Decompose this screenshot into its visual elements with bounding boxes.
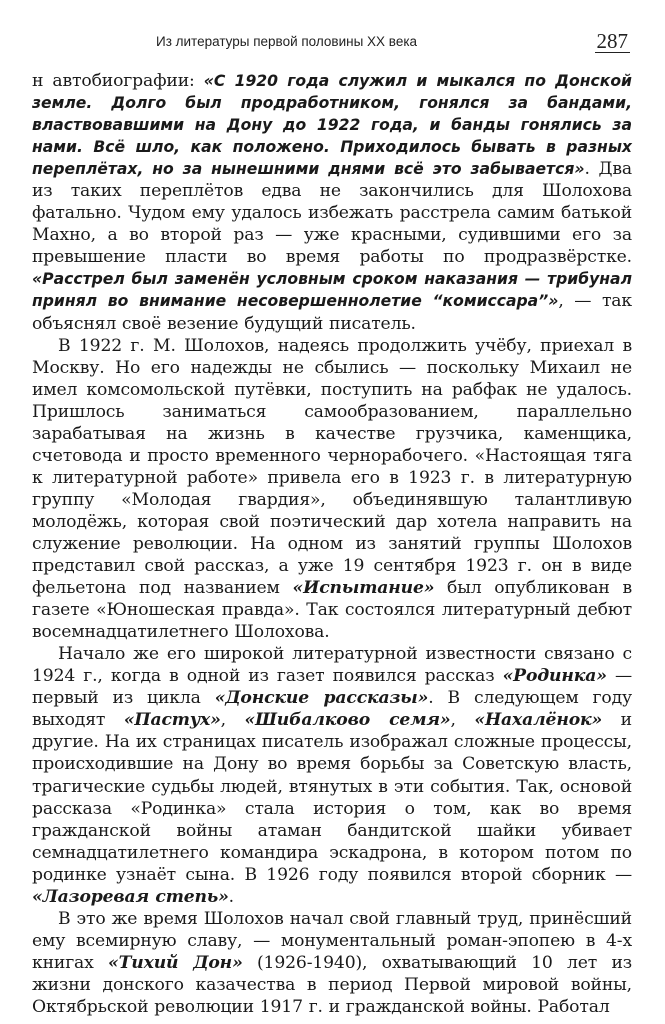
work-title: «Испытание» [292, 578, 435, 599]
text-run: (1926-1940), охватывающий 10 лет из жизни донского казачества в период Первой мировой войны, Октябрьской революции 1917 г. и гражданской войны. Работал [32, 952, 633, 1017]
text-run: . [228, 886, 234, 907]
page-body [32, 70, 632, 1018]
text-run: — первый из цикла [32, 666, 633, 709]
paragraph-3 [32, 643, 632, 908]
text-run: В 1922 г. М. Шолохов, надеясь продолжить учёбу, приехал в Москву. Но его надежды не сбылись — поскольку Михаил не имел комсомольской путёвки, поступить на рабфак не удалось. Пришлось заниматься самообразованием, параллельно зарабатывая на жизнь в качестве грузчика, каменщика, счетовода и просто временного чернорабочего. «Настоящая тяга к литературной работе» привела его в 1923 г. в литературную группу «Молодая гвардия», объединявшую талантливую молодёжь, которая свой поэтический дар хотела направить на служение революции. На одном из занятий группы Шолохов представил свой рассказ, а уже 19 сентября 1923 г. он в виде фельетона под названием [32, 335, 632, 599]
work-title: «Нахалёнок» [474, 710, 603, 731]
quote: «С 1920 года служил и мыкался по Донской земле. Долго был продработником, гонялся за бандами, властвовавшими на Дону до 1922 года, и банды гонялись за нами. Всё шло, как положено. Приходилось бывать в разных переплётах, но за нынешними днями всё это забывается» [32, 72, 632, 179]
quote: «Расстрел был заменён условным сроком наказания — трибунал принял во внимание несовершеннолетие “комиссара”» [32, 270, 632, 311]
paragraph-1 [32, 70, 632, 335]
page-number: 287 [596, 29, 628, 53]
work-title: «Шибалково семя» [244, 710, 451, 731]
text-run: В это же время Шолохов начал свой главный труд, принёсший ему всемирную славу, — монументальный роман-эпопею в 4-х книгах [32, 908, 632, 973]
text-run: . В следующем году выходят [32, 688, 632, 731]
work-title: «Родинка» [502, 666, 607, 687]
work-title: «Пастух» [123, 710, 221, 731]
text-run: был опубликован в газете «Юношеская правда». Так состоялся литературный дебют восемнадцатилетнего Шолохова. [32, 578, 632, 643]
text-run: Начало же его широкой литературной известности связано с 1924 г., когда в одной из газет появился рассказ [32, 644, 632, 687]
text-run: . Два из таких переплётов едва не закончились для Шолохова фатально. Чудом ему удалось избежать расстрела самим батькой Махно, а во второй раз — уже красными, судившими его за превышение пласти во время работы по продразвёрстке. [32, 159, 632, 268]
paragraph-4 [32, 908, 632, 1018]
running-title: Из литературы первой половины XX века [156, 34, 418, 49]
page-header [32, 30, 632, 60]
text-run: , — так объяснял своё везение будущий писатель. [32, 291, 632, 334]
work-title: «Донские рассказы» [214, 688, 429, 709]
text-run: , [450, 710, 475, 731]
text-run: н автобиографии: [32, 71, 204, 91]
text-run: , [220, 710, 245, 731]
work-title: «Тихий Дон» [108, 952, 243, 973]
text-run: и другие. На их страницах писатель изображал сложные процессы, происходившие на Дону во время борьбы за Советскую власть, трагические судьбы людей, втянутых в эти события. Так, основой рассказа «Родинка» стала история о том, как во время гражданской войны атаман бандитской шайки убивает семнадцатилетнего командира эскадрона, в котором потом по родинке узнаёт сына. В 1926 году появился второй сборник — [32, 710, 632, 885]
paragraph-2 [32, 335, 632, 644]
work-title: «Лазоревая степь» [32, 886, 229, 907]
